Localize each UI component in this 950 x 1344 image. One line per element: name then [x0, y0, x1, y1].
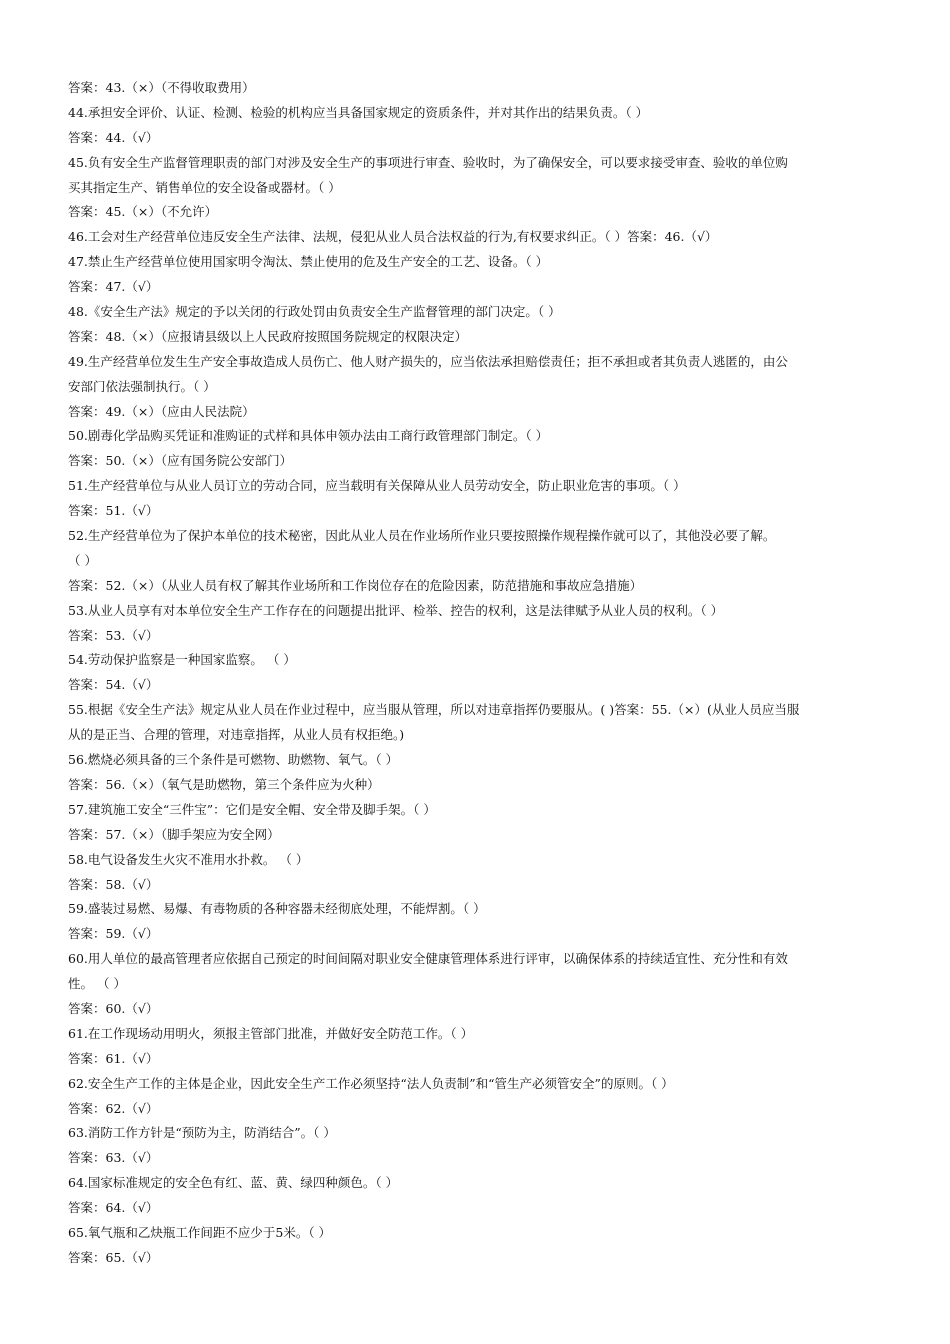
answer-line: 答案：50.（×）（应有国务院公安部门） — [68, 453, 293, 469]
answer-line: 答案：51.（√） — [68, 503, 159, 519]
question-line: 59.盛装过易燃、易爆、有毒物质的各种容器未经彻底处理，不能焊割。（ ） — [68, 901, 486, 917]
question-line: 62.安全生产工作的主体是企业，因此安全生产工作必须坚持“法人负责制”和“管生产必须管安全”的原则。（ ） — [68, 1075, 674, 1091]
question-line: 56.燃烧必须具备的三个条件是可燃物、助燃物、氧气。（ ） — [68, 752, 399, 768]
question-line: 安部门依法强制执行。（ ） — [68, 378, 216, 394]
answer-line: 答案：59.（√） — [68, 926, 159, 942]
answer-line: 答案：64.（√） — [68, 1200, 159, 1216]
answer-line: 答案：49.（×）（应由人民法院） — [68, 403, 255, 419]
answer-line: 答案：54.（√） — [68, 677, 159, 693]
question-line: 51.生产经营单位与从业人员订立的劳动合同，应当载明有关保障从业人员劳动安全，防止职业危害的事项。（ ） — [68, 478, 686, 494]
question-line: （ ） — [68, 552, 97, 568]
question-line: 54.劳动保护监察是一种国家监察。 （ ） — [68, 652, 296, 668]
question-line: 61.在工作现场动用明火，须报主管部门批准，并做好安全防范工作。（ ） — [68, 1025, 474, 1041]
answer-line: 答案：63.（√） — [68, 1150, 159, 1166]
answer-line: 答案：52.（×）（从业人员有权了解其作业场所和工作岗位存在的危险因素，防范措施和事故应急措施） — [68, 577, 643, 593]
answer-line: 答案：58.（√） — [68, 876, 159, 892]
question-line: 48.《安全生产法》规定的予以关闭的行政处罚由负责安全生产监督管理的部门决定。（ ） — [68, 304, 561, 320]
answer-line: 答案：65.（√） — [68, 1249, 159, 1265]
question-line: 53.从业人员享有对本单位安全生产工作存在的问题提出批评、检举、控告的权利，这是法律赋予从业人员的权利。（ ） — [68, 602, 724, 618]
question-line: 49.生产经营单位发生生产安全事故造成人员伤亡、他人财产损失的，应当依法承担赔偿责任；拒不承担或者其负责人逃匿的，由公 — [68, 353, 788, 369]
answer-line: 答案：47.（√） — [68, 279, 159, 295]
answer-line: 答案：62.（√） — [68, 1100, 159, 1116]
question-line: 50.剧毒化学品购买凭证和准购证的式样和具体申领办法由工商行政管理部门制定。（ ） — [68, 428, 549, 444]
answer-line: 答案：48.（×）（应报请县级以上人民政府按照国务院规定的权限决定） — [68, 328, 468, 344]
answer-line: 答案：61.（√） — [68, 1050, 159, 1066]
question-line: 44.承担安全评价、认证、检测、检验的机构应当具备国家规定的资质条件，并对其作出的结果负责。（ ） — [68, 104, 649, 120]
answer-line: 答案：60.（√） — [68, 1000, 159, 1016]
answer-line: 答案：57.（×）（脚手架应为安全网） — [68, 826, 280, 842]
answer-line: 答案：53.（√） — [68, 627, 159, 643]
question-line: 性。 （ ） — [68, 976, 126, 992]
document-body — [68, 76, 888, 1271]
answer-line: 答案：44.（√） — [68, 129, 159, 145]
question-line: 46.工会对生产经营单位违反安全生产法律、法规，侵犯从业人员合法权益的行为,有权要求纠正。（ ）答案：46.（√） — [68, 229, 718, 245]
question-line: 买其指定生产、销售单位的安全设备或器材。（ ） — [68, 179, 341, 195]
question-line: 60.用人单位的最高管理者应依据自己预定的时间间隔对职业安全健康管理体系进行评审，以确保体系的持续适宜性、充分性和有效 — [68, 951, 788, 967]
question-line: 63.消防工作方针是“预防为主，防消结合”。（ ） — [68, 1125, 336, 1141]
question-line: 58.电气设备发生火灾不准用水扑救。 （ ） — [68, 851, 309, 867]
question-line: 64.国家标准规定的安全色有红、蓝、黄、绿四种颜色。（ ） — [68, 1175, 399, 1191]
question-line: 55.根据《安全生产法》规定从业人员在作业过程中，应当服从管理，所以对违章指挥仍要服从。( )答案：55.（×）(从业人员应当服 — [68, 702, 800, 718]
question-line: 47.禁止生产经营单位使用国家明令淘汰、禁止使用的危及生产安全的工艺、设备。（ ） — [68, 254, 549, 270]
answer-line: 答案：45.（×）（不允许） — [68, 204, 218, 220]
question-line: 从的是正当、合理的管理，对违章指挥，从业人员有权拒绝。) — [68, 727, 405, 743]
answer-line: 答案：43.（×）（不得收取费用） — [68, 80, 255, 95]
answer-line: 答案：56.（×）（氧气是助燃物，第三个条件应为火种） — [68, 776, 380, 792]
question-line: 45.负有安全生产监督管理职责的部门对涉及安全生产的事项进行审查、验收时，为了确保安全，可以要求接受审查、验收的单位购 — [68, 154, 788, 170]
question-line: 65.氧气瓶和乙炔瓶工作间距不应少于5米。（ ） — [68, 1224, 332, 1240]
question-line: 52.生产经营单位为了保护本单位的技术秘密，因此从业人员在作业场所作业只要按照操作规程操作就可以了，其他没必要了解。 — [68, 528, 776, 544]
question-line: 57.建筑施工安全“三件宝”：它们是安全帽、安全带及脚手架。（ ） — [68, 801, 436, 817]
